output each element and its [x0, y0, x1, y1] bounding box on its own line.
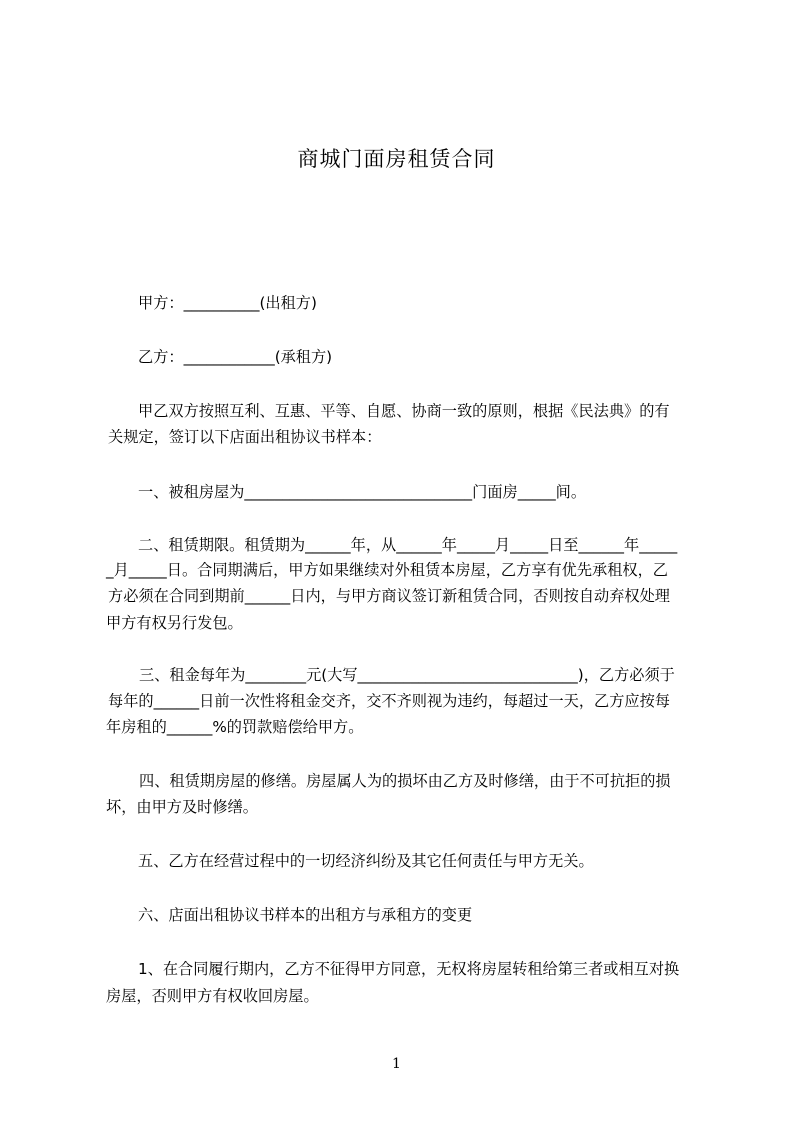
clause-2-line-1: 二、租赁期限。租赁期为______年，从______年_____月_____日至______年_____: [138, 536, 678, 554]
document-title: 商城门面房租赁合同: [297, 147, 496, 171]
clause-2-line-3: 方必须在合同到期前______日内，与甲方商议签订新租赁合同，否则按自动弃权处理: [108, 587, 670, 605]
preamble-line-2: 关规定，签订以下店面出租协议书样本：: [108, 428, 382, 446]
clause-3-line-3: 年房租的______%的罚款赔偿给甲方。: [106, 718, 364, 736]
clause-6-heading: 六、店面出租协议书样本的出租方与承租方的变更: [138, 906, 473, 924]
clause-3-line-1: 三、租金每年为________元(大写_____________________________)，乙方必须于: [139, 666, 675, 684]
clause-6-item-1-line-1: 1、在合同履行期内，乙方不征得甲方同意，无权将房屋转租给第三者或相互对换: [138, 960, 680, 978]
clause-2-line-4: 甲方有权另行发包。: [106, 614, 243, 632]
party-b-line: 乙方：____________(承租方): [138, 348, 333, 366]
clause-4-line-1: 四、租赁期房屋的修缮。房屋属人为的损坏由乙方及时修缮，由于不可抗拒的损: [139, 772, 671, 790]
clause-5-line: 五、乙方在经营过程中的一切经济纠纷及其它任何责任与甲方无关。: [138, 852, 594, 870]
party-a-line: 甲方：__________(出租方): [138, 294, 317, 312]
clause-4-line-2: 坏，由甲方及时修缮。: [106, 798, 258, 816]
clause-3-line-2: 每年的______日前一次性将租金交齐，交不齐则视为违约，每超过一天，乙方应按每: [108, 692, 670, 710]
clause-2-line-2: _月_____日。合同期满后，甲方如果继续对外租赁本房屋，乙方享有优先承租权，乙: [106, 561, 668, 579]
page-number: 1: [392, 1056, 401, 1072]
clause-1-line: 一、被租房屋为______________________________门面房_____间。: [138, 483, 587, 501]
preamble-line-1: 甲乙双方按照互利、互惠、平等、自愿、协商一致的原则，根据《民法典》的有: [138, 402, 670, 420]
clause-6-item-1-line-2: 房屋，否则甲方有权收回房屋。: [106, 987, 319, 1005]
